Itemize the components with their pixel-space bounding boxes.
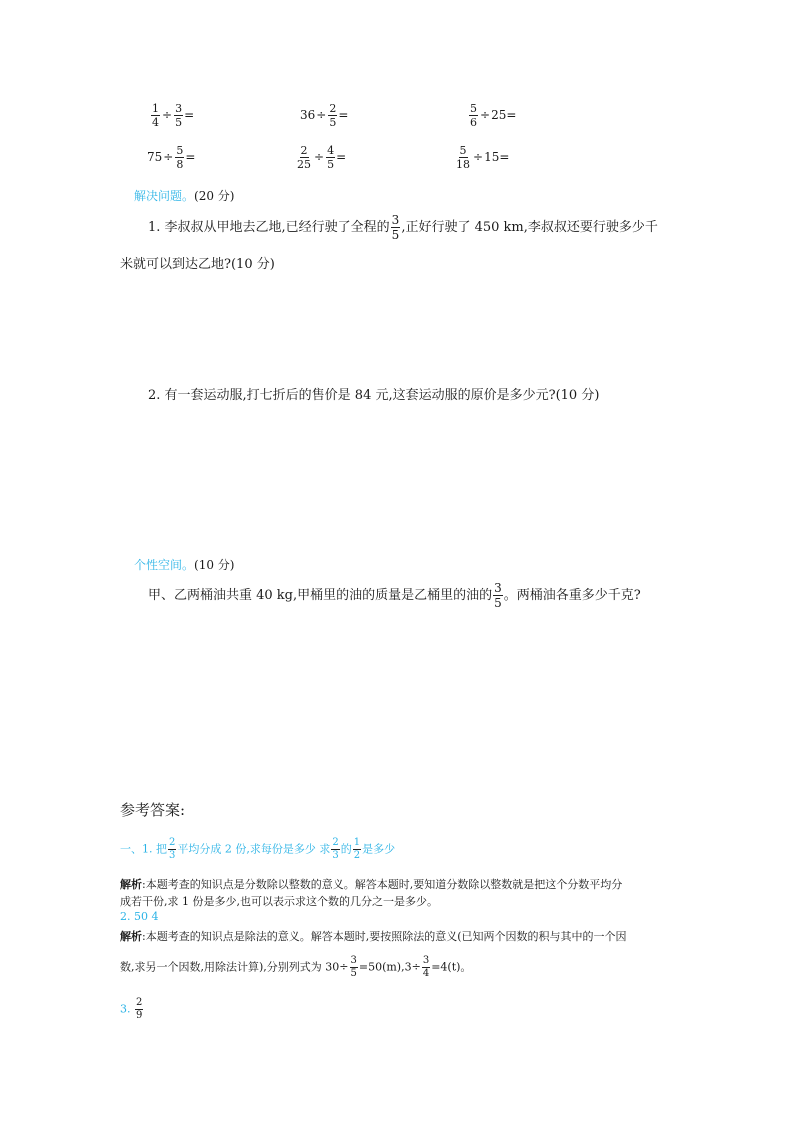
answer-1: 一、1. 把 $\frac{2}{3}$ 平均分成 2 份,求每份是多少 求 $\frac{2}{3}$ 的 $\frac{1}{2}$ 是多少 [120, 837, 396, 861]
question-2: 2. 有一套运动服,打七折后的售价是 84 元,这套运动服的原价是多少元?(10 分) [148, 388, 600, 403]
section-personal-heading: 个性空间。(10 分) [134, 558, 235, 572]
answers-title: 参考答案: [120, 801, 186, 819]
fraction: $\frac{4}{5}$ [327, 144, 335, 171]
explanation-2-line2: 数,求另一个因数,用除法计算),分别列式为 30÷ $\frac{3}{5}$ =50(m),3÷ $\frac{3}{4}$ =4(t)。 [120, 955, 472, 979]
fraction: $\frac{5}{18}$ [456, 144, 470, 171]
calc-row1-expr3: $\frac{5}{6}$ ÷25= [470, 102, 517, 129]
fraction: $\frac{5}{6}$ [470, 102, 477, 129]
fraction: $\frac{3}{5}$ [391, 213, 400, 242]
fraction: $\frac{1}{4}$ [152, 102, 159, 129]
fraction: $\frac{2}{9}$ [136, 997, 143, 1021]
fraction: $\frac{5}{8}$ [176, 144, 184, 171]
explanation-1-line1: 解析:本题考查的知识点是分数除以整数的意义。解答本题时,要知道分数除以整数就是把这个分数平均分 [120, 878, 623, 891]
fraction: $\frac{2}{5}$ [329, 102, 337, 129]
fraction: $\frac{2}{3}$ [332, 837, 339, 861]
fraction: $\frac{2}{3}$ [169, 837, 176, 861]
answer-2: 2. 50 4 [120, 910, 159, 923]
calc-row1-expr1: $\frac{1}{4}$ ÷ $\frac{3}{5}$ = [152, 102, 195, 129]
fraction: $\frac{2}{25}$ [297, 144, 311, 171]
explanation-1-line2: 成若干份,求 1 份是多少,也可以表示求这个数的几分之一是多少。 [120, 895, 438, 908]
fraction: $\frac{3}{5}$ [175, 102, 183, 129]
fraction: $\frac{3}{5}$ [494, 581, 502, 610]
question-3: 甲、乙两桶油共重 40 kg,甲桶里的油的质量是乙桶里的油的 $\frac{3}{5}$ 。两桶油各重多少千克? [148, 581, 641, 610]
calc-row1-expr2: 36÷ $\frac{2}{5}$ = [300, 102, 349, 129]
explanation-2-line1: 解析:本题考查的知识点是除法的意义。解答本题时,要按照除法的意义(已知两个因数的积与其中的一个因 [120, 930, 627, 943]
calc-row2-expr1: 75÷ $\frac{5}{8}$ = [147, 144, 196, 171]
section-solve-heading: 解决问题。(20 分) [134, 189, 235, 203]
answer-3: 3. $\frac{2}{9}$ [120, 997, 143, 1021]
fraction: $\frac{3}{5}$ [350, 955, 357, 979]
question-1-line2: 米就可以到达乙地?(10 分) [120, 257, 275, 272]
question-1-line1: 1. 李叔叔从甲地去乙地,已经行驶了全程的 $\frac{3}{5}$ ,正好行驶了 450 km,李叔叔还要行驶多少千 [148, 213, 658, 242]
fraction: $\frac{3}{4}$ [422, 955, 430, 979]
fraction: $\frac{1}{2}$ [353, 837, 361, 861]
calc-row2-expr2: $\frac{2}{25}$ ÷ $\frac{4}{5}$ = [297, 144, 347, 171]
calc-row2-expr3: $\frac{5}{18}$ ÷15= [456, 144, 510, 171]
